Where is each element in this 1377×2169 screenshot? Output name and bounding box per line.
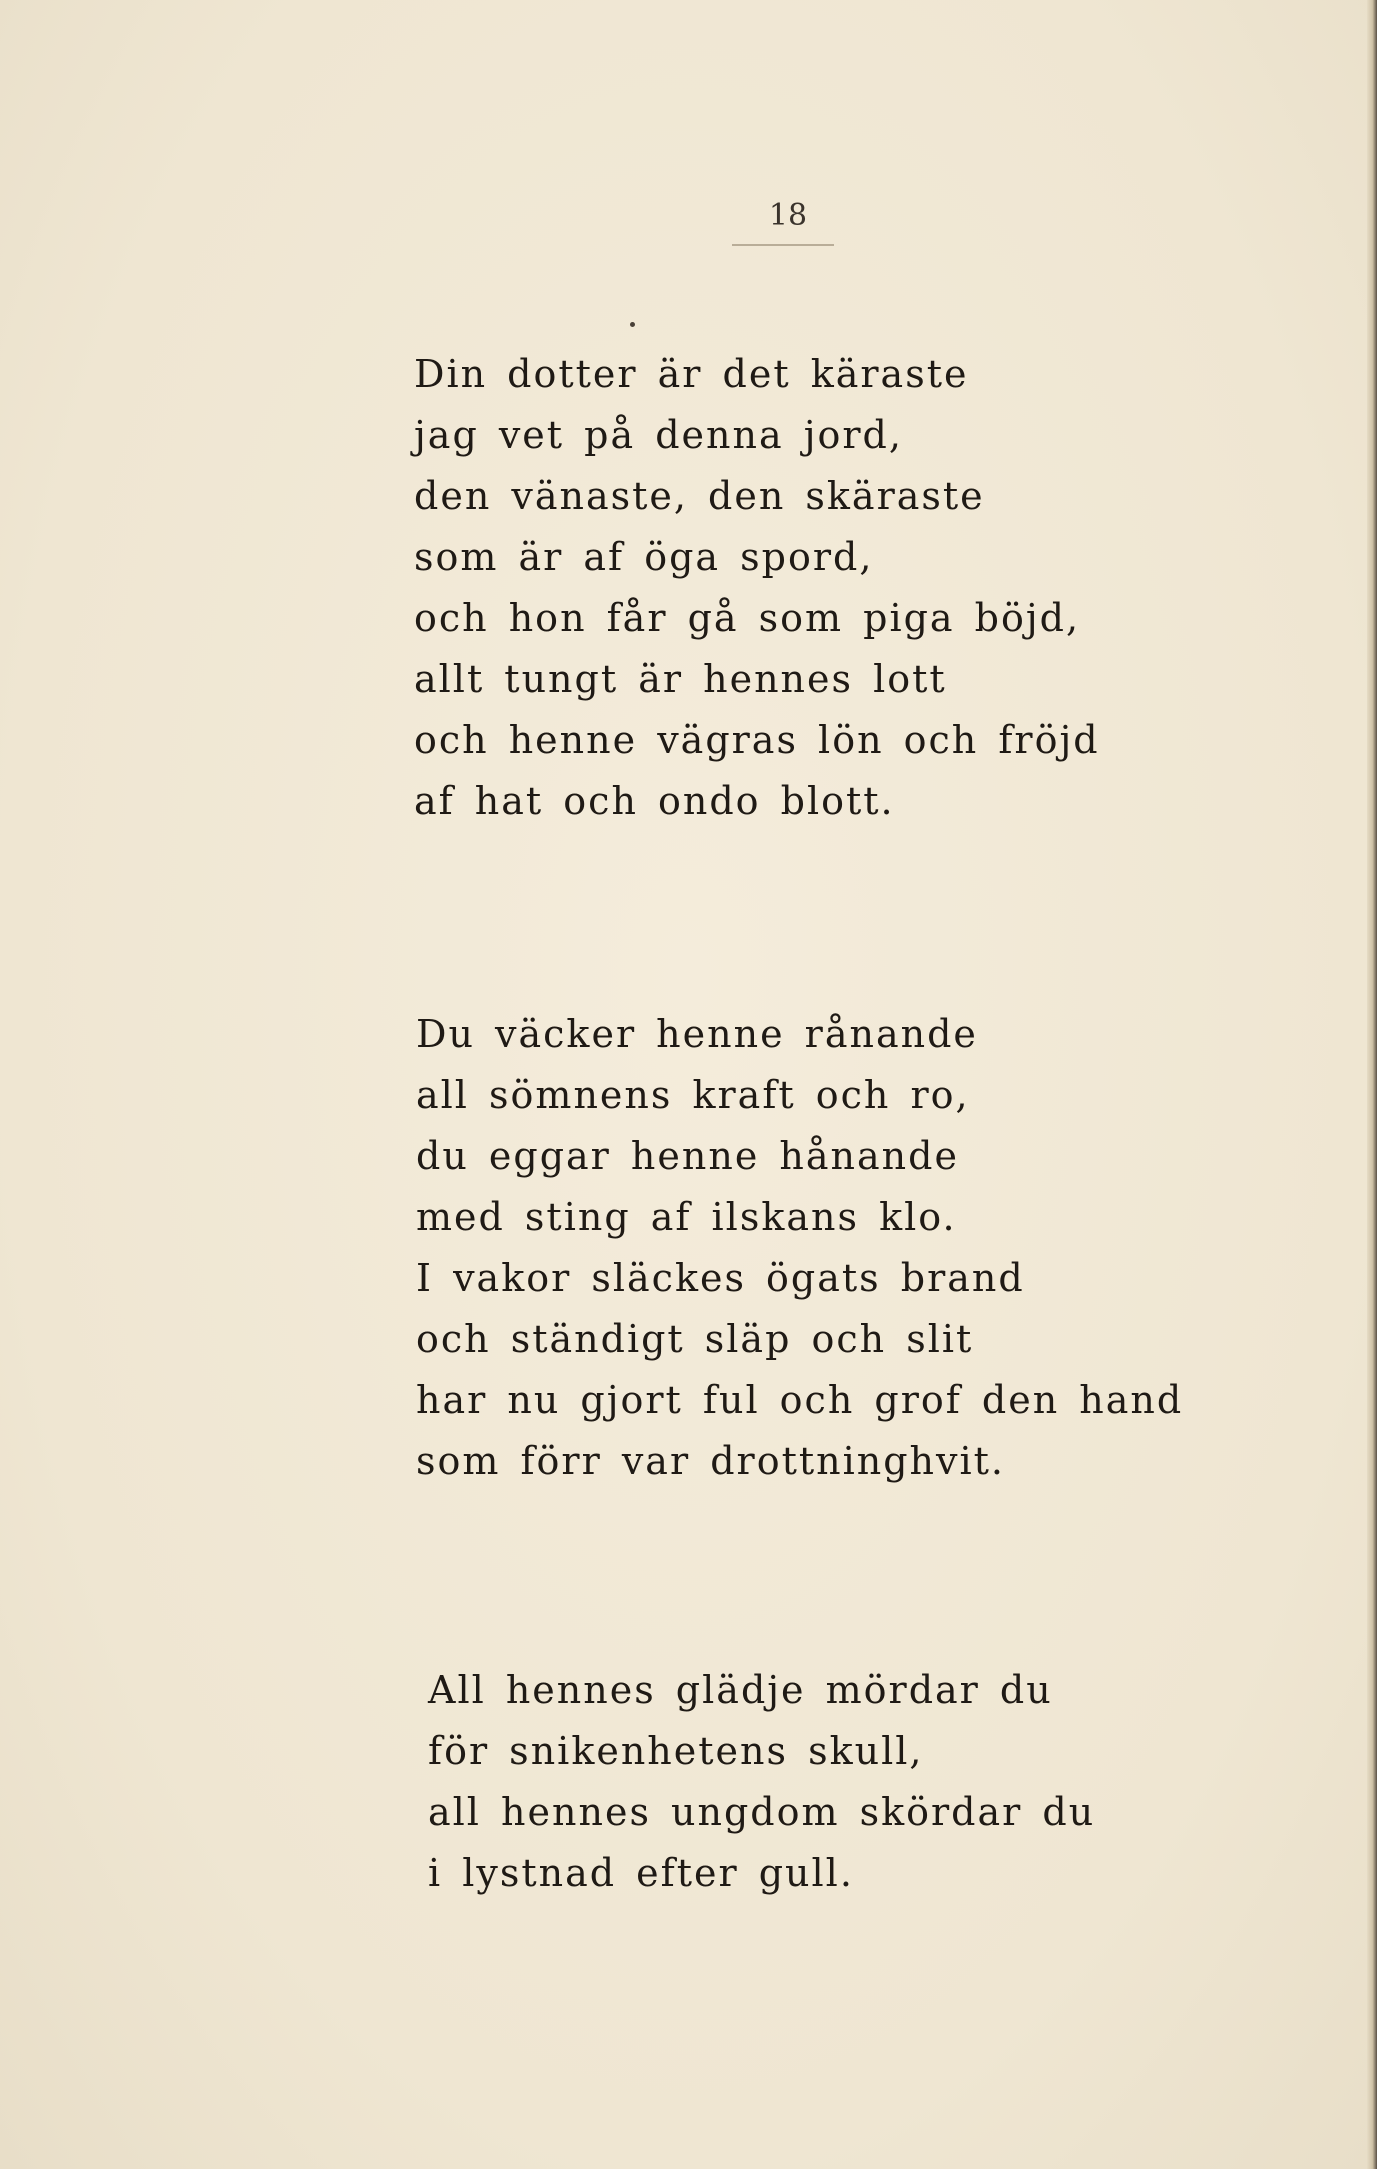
verse-line: för snikenhetens skull, (428, 1729, 924, 1773)
verse-line: du eggar henne hånande (416, 1134, 959, 1178)
verse-line: och ständigt släp och slit (416, 1317, 974, 1361)
verse-line: Din dotter är det käraste (414, 352, 969, 396)
page-edge-shadow (1367, 0, 1377, 2169)
verse-line: och henne vägras lön och fröjd (414, 718, 1100, 762)
verse-line: som förr var drottninghvit. (416, 1439, 1005, 1483)
stanza-3 (428, 1660, 1095, 1904)
verse-line: som är af öga spord, (414, 535, 874, 579)
verse-line: i lystnad efter gull. (428, 1851, 854, 1895)
verse-line: jag vet på denna jord, (414, 413, 903, 457)
page-number: 18 (768, 198, 808, 233)
stanza-2 (416, 1004, 1183, 1492)
verse-line: I vakor släckes ögats brand (416, 1256, 1025, 1300)
verse-line: den vänaste, den skäraste (414, 474, 985, 518)
verse-line: af hat och ondo blott. (414, 779, 895, 823)
stanza-1 (414, 344, 1100, 832)
verse-line: All hennes glädje mördar du (428, 1668, 1053, 1712)
verse-line: all hennes ungdom skördar du (428, 1790, 1096, 1834)
page-number-rule (732, 244, 834, 246)
verse-line: med sting af ilskans klo. (416, 1195, 957, 1239)
verse-line: all sömnens kraft och ro, (416, 1073, 970, 1117)
ink-speck (630, 322, 635, 327)
verse-line: har nu gjort ful och grof den hand (416, 1378, 1184, 1422)
verse-line: Du väcker henne rånande (416, 1012, 978, 1056)
verse-line: allt tungt är hennes lott (414, 657, 947, 701)
verse-line: och hon får gå som piga böjd, (414, 596, 1081, 640)
